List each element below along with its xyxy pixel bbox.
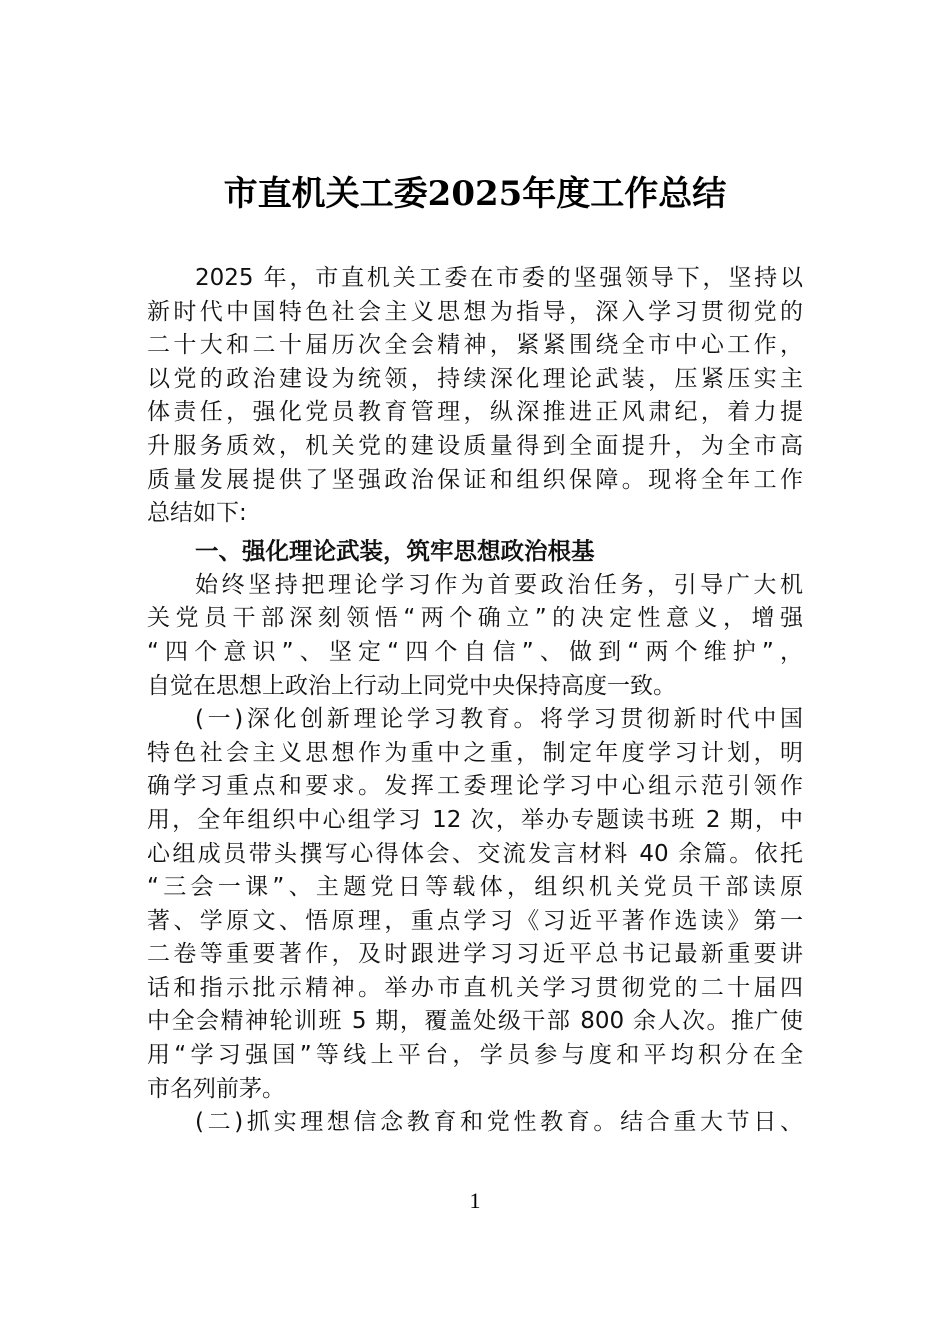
subsection1-line: 市名列前茅。 [147, 1075, 285, 1102]
subsection1-line: (一)深化创新理论学习教育。将学习贯彻新时代中国 [195, 706, 803, 733]
subsection1-line: 中全会精神轮训班 5 期，覆盖处级干部 800 余人次。推广使 [147, 1008, 803, 1035]
section1-line: 自觉在思想上政治上行动上同党中央保持高度一致。 [147, 672, 676, 699]
section1-line: 始终坚持把理论学习作为首要政治任务，引导广大机 [195, 571, 803, 598]
subsection1-line: 著、学原文、悟原理，重点学习《习近平著作选读》第一 [147, 907, 803, 934]
intro-line: 体责任，强化党员教育管理，纵深推进正风肃纪，着力提 [147, 399, 803, 426]
subsection1-line: 用，全年组织中心组学习 12 次，举办专题读书班 2 期，中 [147, 806, 803, 833]
subsection1-line: 心组成员带头撰写心得体会、交流发言材料 40 余篇。依托 [147, 840, 803, 867]
intro-line: 升服务质效，机关党的建设质量得到全面提升，为全市高 [147, 432, 803, 459]
subsection1-line: 二卷等重要著作，及时跟进学习习近平总书记最新重要讲 [147, 941, 803, 968]
subsection1-line: 用“学习强国”等线上平台，学员参与度和平均积分在全 [147, 1042, 803, 1069]
section1-line: “四个意识”、坚定“四个自信”、做到“两个维护”， [147, 638, 803, 665]
section1-line: 关党员干部深刻领悟“两个确立”的决定性意义，增强 [147, 605, 803, 632]
page-number: 1 [469, 1188, 481, 1213]
intro-line: 二十大和二十届历次全会精神，紧紧围绕全市中心工作， [147, 332, 803, 359]
intro-line: 新时代中国特色社会主义思想为指导，深入学习贯彻党的 [147, 298, 803, 325]
subsection2-line: (二)抓实理想信念教育和党性教育。结合重大节日、 [195, 1109, 803, 1136]
subsection1-line: 确学习重点和要求。发挥工委理论学习中心组示范引领作 [147, 773, 803, 800]
intro-line: 总结如下: [147, 500, 247, 527]
subsection1-line: “三会一课”、主题党日等载体，组织机关党员干部读原 [147, 874, 803, 901]
document-body [147, 262, 807, 1140]
intro-line: 2025 年，市直机关工委在市委的坚强领导下，坚持以 [195, 265, 803, 291]
section-heading: 一、强化理论武装，筑牢思想政治根基 [195, 536, 595, 565]
subsection1-line: 特色社会主义思想作为重中之重，制定年度学习计划，明 [147, 739, 803, 766]
document-title: 市直机关工委2025年度工作总结 [223, 174, 727, 214]
intro-line: 质量发展提供了坚强政治保证和组织保障。现将全年工作 [147, 466, 803, 493]
intro-line: 以党的政治建设为统领，持续深化理论武装，压紧压实主 [147, 365, 803, 392]
subsection1-line: 话和指示批示精神。举办市直机关学习贯彻党的二十届四 [147, 974, 803, 1001]
